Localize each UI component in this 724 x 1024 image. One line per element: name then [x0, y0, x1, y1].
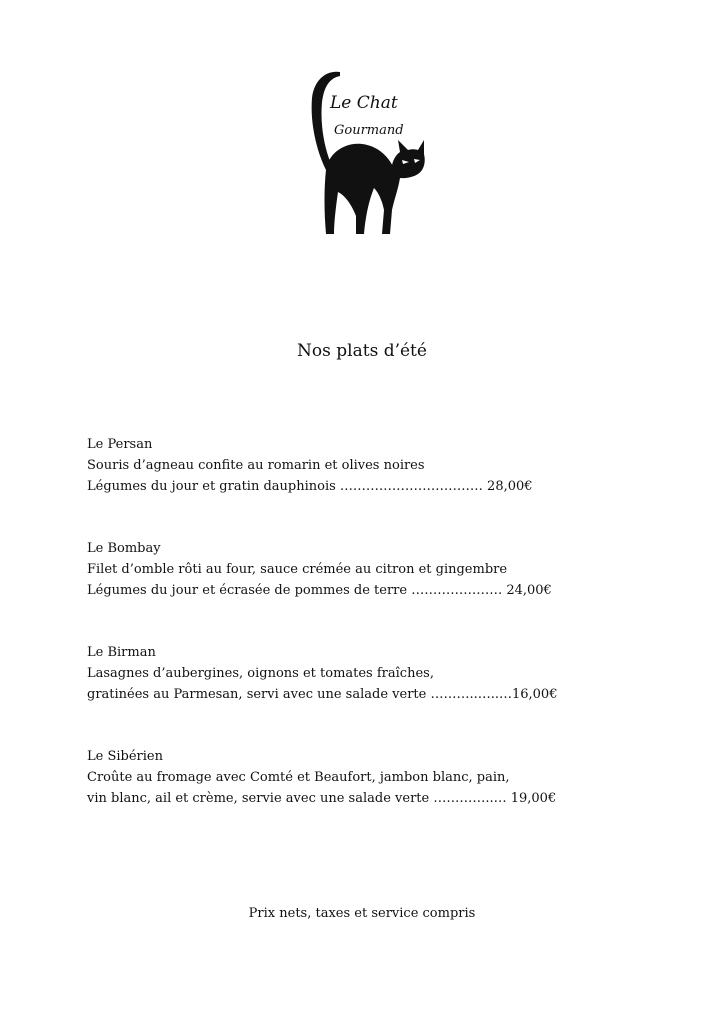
dish-description: Souris d’agneau confite au romarin et olives noires: [87, 458, 425, 473]
dish-name: Le Persan: [87, 437, 153, 452]
dish-description: Filet d’omble rôti au four, sauce crémée au citron et gingembre: [87, 562, 508, 577]
dish-item: [87, 434, 647, 538]
menu-list: [87, 434, 647, 850]
price-note: Prix nets, taxes et service compris: [248, 906, 476, 921]
dish-description: Croûte au fromage avec Comté et Beaufort, jambon blanc, pain,: [87, 770, 510, 785]
dish-item: [87, 746, 647, 850]
restaurant-logo: [300, 66, 426, 240]
dish-description-price: gratinées au Parmesan, servi avec une salade verte ………..…..…16,00€: [87, 687, 558, 702]
dish-item: [87, 538, 647, 642]
dish-description-price: Légumes du jour et gratin dauphinois …………………………… 28,00€: [87, 479, 533, 494]
logo-line2: Gourmand: [334, 123, 404, 138]
page-title: Nos plats d’été: [297, 341, 427, 361]
dish-name: Le Sibérien: [87, 749, 163, 764]
dish-name: Le Bombay: [87, 541, 161, 556]
dish-description-price: vin blanc, ail et crème, servie avec une salade verte …………..… 19,00€: [87, 791, 557, 806]
dish-name: Le Birman: [87, 645, 156, 660]
dish-description: Lasagnes d’aubergines, oignons et tomates fraîches,: [87, 666, 434, 681]
logo-line1: Le Chat: [330, 93, 398, 113]
dish-item: [87, 642, 647, 746]
black-cat-icon: [300, 66, 426, 240]
dish-description-price: Légumes du jour et écrasée de pommes de terre ………………… 24,00€: [87, 583, 552, 598]
